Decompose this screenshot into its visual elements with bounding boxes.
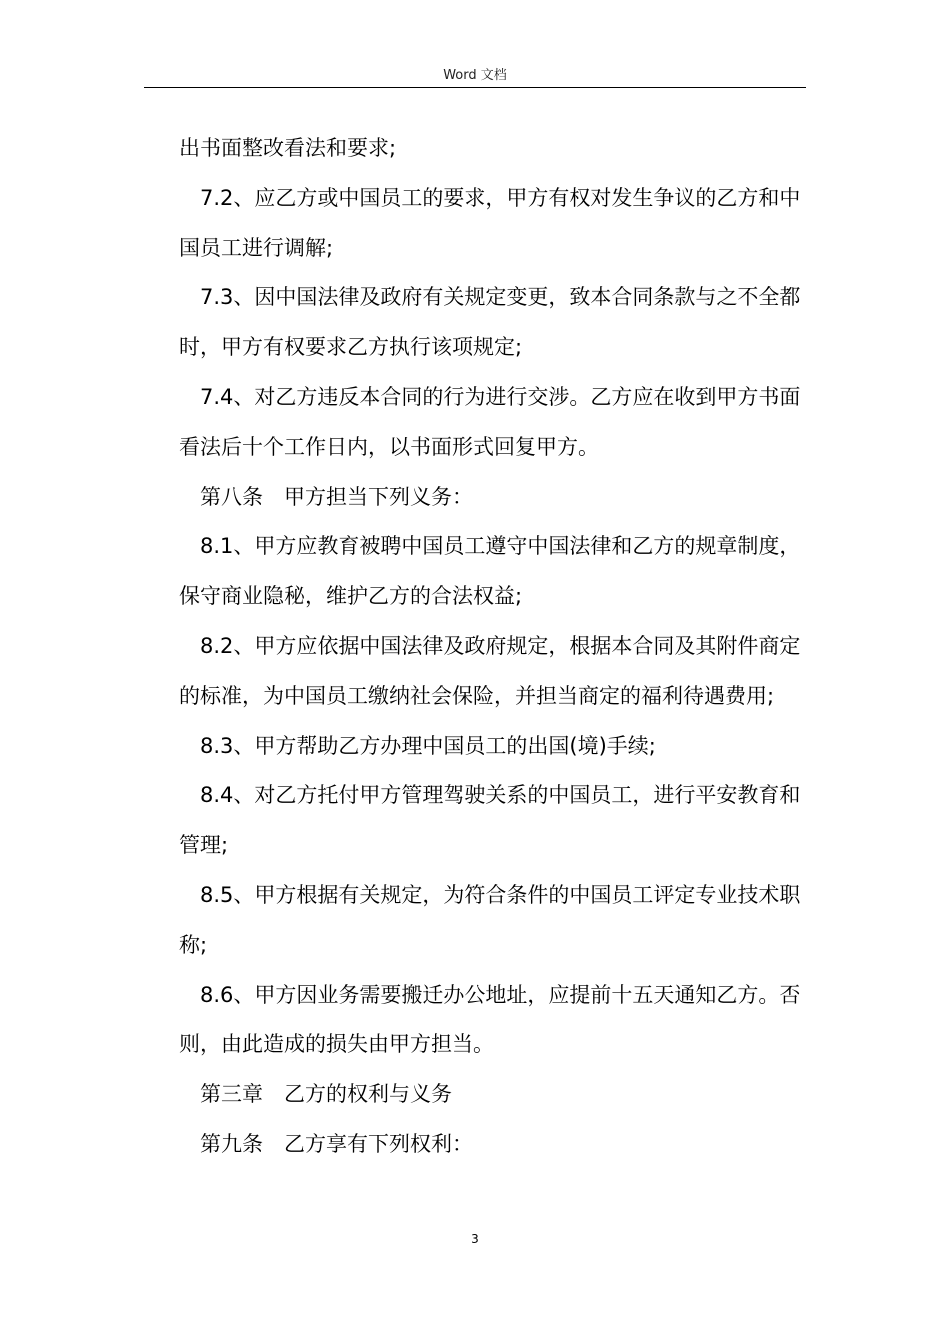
article-heading: 第九条 乙方享有下列权利： (200, 1131, 473, 1156)
document-body (179, 124, 809, 1170)
paragraph: 7.3、因中国法律及政府有关规定变更，致本合同条款与之不全都时，甲方有权要求乙方执行该项规定; (179, 285, 801, 360)
paragraph: 8.5、甲方根据有关规定，为符合条件的中国员工评定专业技术职称; (179, 882, 801, 957)
header-divider (144, 87, 806, 88)
paragraph: 8.4、对乙方托付甲方管理驾驶关系的中国员工，进行平安教育和管理; (179, 783, 801, 858)
chapter-heading: 第三章 乙方的权利与义务 (200, 1082, 452, 1107)
paragraph: 8.1、甲方应教育被聘中国员工遵守中国法律和乙方的规章制度，保守商业隐秘，维护乙方的合法权益; (179, 534, 801, 609)
paragraph: 出书面整改看法和要求; (179, 136, 397, 160)
article-heading: 第八条 甲方担当下列义务： (200, 484, 473, 509)
paragraph: 8.2、甲方应依据中国法律及政府规定，根据本合同及其附件商定的标准，为中国员工缴纳社会保险，并担当商定的福利待遇费用; (179, 633, 801, 708)
paragraph: 7.4、对乙方违反本合同的行为进行交涉。乙方应在收到甲方书面看法后十个工作日内，以书面形式回复甲方。 (179, 384, 801, 459)
paragraph: 8.3、甲方帮助乙方办理中国员工的出国(境)手续; (200, 733, 656, 758)
paragraph: 8.6、甲方因业务需要搬迁办公地址，应提前十五天通知乙方。否则，由此造成的损失由甲方担当。 (179, 982, 801, 1057)
paragraph: 7.2、应乙方或中国员工的要求，甲方有权对发生争议的乙方和中国员工进行调解; (179, 185, 801, 260)
page-number: 3 (471, 1232, 479, 1246)
page-header: Word 文档 (443, 68, 507, 83)
